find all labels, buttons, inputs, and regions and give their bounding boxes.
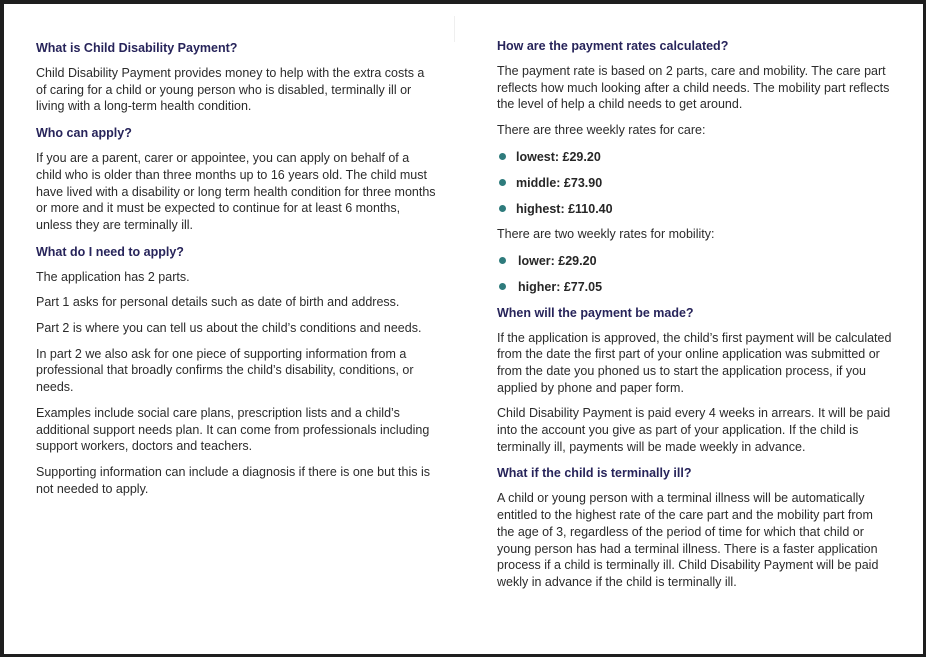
rate-label: higher: £77.05	[518, 279, 603, 294]
document-page	[4, 4, 923, 654]
paragraph: Examples include social care plans, prescription lists and a child’s additional support needs plan. It can come from professionals including support workers, doctors and teachers.	[36, 405, 430, 454]
section-payment-timing	[497, 305, 892, 456]
section-heading: When will the payment be made?	[497, 305, 694, 320]
care-rate-item	[497, 149, 892, 165]
paragraph: The application has 2 parts.	[36, 269, 190, 284]
paragraph: A child or young person with a terminal illness will be automatically entitled to the highest rate of the care part and the mobility part from the age of 3, regardless of the period of time for which that child or young person has had a terminal illness. There is a faster application process if a child is terminally ill. Child Disability Payment will be paid wekly in advance if the child is terminally ill.	[497, 491, 879, 589]
paragraph: If the application is approved, the child’s first payment will be calculated from the date the first part of your online application was submitted or from the date you phoned us to start the application process, if you applied by phone and paper form.	[497, 330, 892, 395]
mobility-rates-intro: There are two weekly rates for mobility:	[497, 226, 715, 241]
section-heading: What do I need to apply?	[36, 244, 184, 259]
left-column	[36, 40, 436, 497]
mobility-rate-item	[497, 253, 892, 269]
rate-label: highest: £110.40	[516, 201, 613, 216]
bullet-icon	[499, 283, 506, 290]
paragraph: If you are a parent, carer or appointee, you can apply on behalf of a child who is older than three months up to 16 years old. The child must have lived with a disability or long term health condition for three months or more and it must be expected to continue for at least 6 months, unless they are terminally ill.	[36, 151, 436, 232]
section-terminally-ill	[497, 465, 892, 590]
bullet-icon	[499, 179, 506, 186]
paragraph: Part 2 is where you can tell us about the child’s conditions and needs.	[36, 321, 422, 336]
right-column	[497, 38, 892, 591]
page-fold-divider	[454, 16, 455, 42]
paragraph: In part 2 we also ask for one piece of supporting information from a professional that broadly confirms the child’s disability, conditions, or needs.	[36, 346, 414, 395]
section-payment-rates	[497, 38, 892, 295]
bullet-icon	[499, 257, 506, 264]
paragraph: Supporting information can include a diagnosis if there is one but this is not needed to apply.	[36, 464, 430, 496]
mobility-rates-list	[497, 253, 892, 295]
care-rates-list	[497, 149, 892, 217]
section-heading: How are the payment rates calculated?	[497, 39, 729, 53]
section-heading: Who can apply?	[36, 126, 132, 141]
rate-label: middle: £73.90	[516, 175, 603, 190]
care-rates-intro: There are three weekly rates for care:	[497, 123, 706, 138]
section-who-can-apply	[36, 125, 436, 234]
section-heading: What if the child is terminally ill?	[497, 466, 692, 481]
bullet-icon	[499, 153, 506, 160]
section-heading: What is Child Disability Payment?	[36, 41, 238, 55]
care-rate-item	[497, 201, 892, 217]
section-what-do-i-need	[36, 244, 436, 498]
bullet-icon	[499, 205, 506, 212]
paragraph: The payment rate is based on 2 parts, care and mobility. The care part reflects how much looking after a child needs. The mobility part reflects the level of help a child needs to get around.	[497, 64, 890, 112]
rate-label: lower: £29.20	[518, 253, 597, 268]
rate-label: lowest: £29.20	[516, 149, 601, 164]
paragraph: Child Disability Payment provides money to help with the extra costs a of caring for a child or young person who is disabled, terminally ill or living with a long-term health condition.	[36, 66, 425, 114]
paragraph: Part 1 asks for personal details such as date of birth and address.	[36, 295, 400, 310]
mobility-rate-item	[497, 279, 892, 295]
care-rate-item	[497, 175, 892, 191]
section-what-is-cdp	[36, 40, 436, 115]
paragraph: Child Disability Payment is paid every 4 weeks in arrears. It will be paid into the account you give as part of your application. If the child is terminally ill, payments will be made weekly in advance.	[497, 406, 891, 454]
